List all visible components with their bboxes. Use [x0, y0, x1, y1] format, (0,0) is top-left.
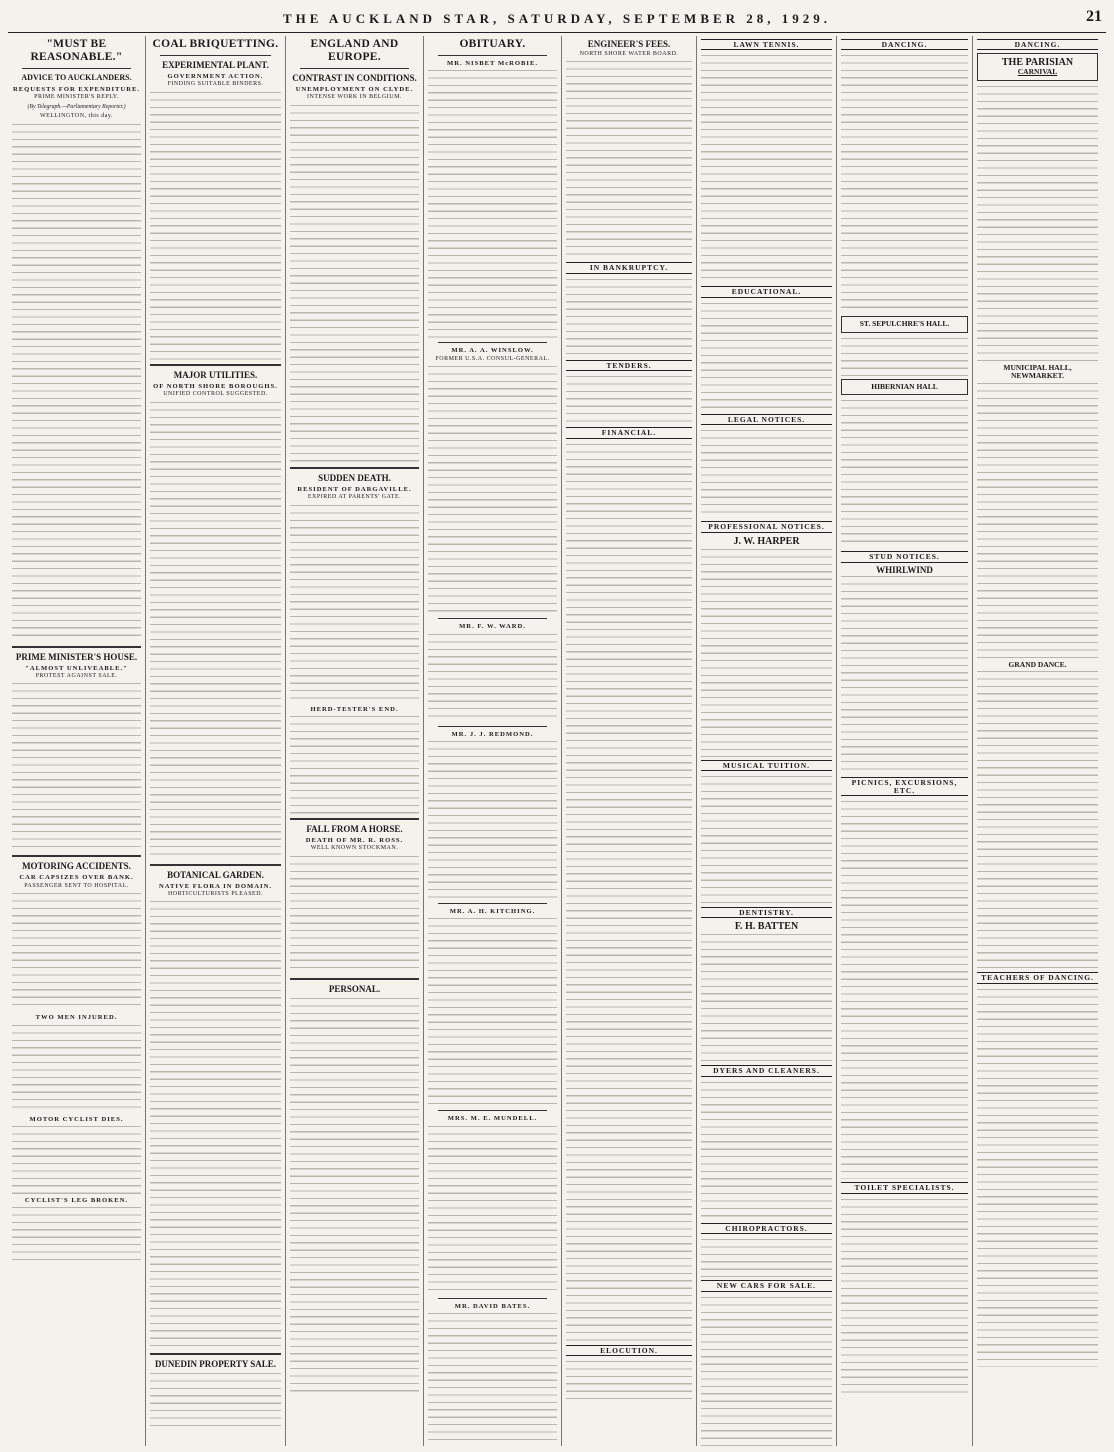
classified-ads	[566, 1359, 692, 1399]
article-body	[290, 103, 419, 463]
subheadline: EXPIRED AT PARENTS' GATE.	[307, 494, 402, 501]
classified-ads	[977, 987, 1098, 1367]
classified-ads	[841, 398, 968, 548]
subheadline: RESIDENT OF DARGAVILLE.	[297, 485, 412, 493]
classified-ads	[701, 301, 832, 411]
byline: (By Telegraph.—Parliamentary Reporter.)	[27, 103, 126, 110]
article-body	[290, 714, 419, 814]
parisian-ad	[977, 53, 1098, 81]
subheadline: WELL KNOWN STOCKMAN.	[310, 845, 399, 852]
section-heading: FINANCIAL.	[566, 427, 692, 438]
section-heading: LEGAL NOTICES.	[701, 414, 832, 425]
headline: FALL FROM A HORSE.	[306, 824, 403, 835]
headline: MOTORING ACCIDENTS.	[22, 861, 131, 872]
ad-title: GRAND DANCE.	[1008, 659, 1067, 669]
article-body	[428, 632, 557, 722]
subheadline: DEATH OF MR. R. ROSS.	[305, 837, 404, 845]
dance-ad	[841, 316, 968, 333]
article-body	[12, 681, 141, 851]
columns	[8, 36, 1106, 1446]
headline: BOTANICAL GARDEN.	[167, 869, 264, 880]
headline: PRIME MINISTER'S HOUSE.	[15, 651, 138, 662]
subheadline: FINDING SUITABLE BINDERS.	[167, 81, 264, 88]
ad-title: THE PARISIAN	[1001, 57, 1074, 69]
section-heading: STUD NOTICES.	[841, 551, 968, 562]
dateline: WELLINGTON, this day.	[40, 113, 113, 120]
article-body	[150, 400, 281, 860]
article-body	[12, 1124, 141, 1194]
classified-ads	[841, 574, 968, 774]
section-heading: ELOCUTION.	[566, 1345, 692, 1356]
subheadline: UNEMPLOYMENT ON CLYDE.	[295, 86, 414, 93]
column-3	[286, 36, 424, 1446]
column-1	[8, 36, 146, 1446]
subheadline: MR. J. J. REDMOND.	[451, 730, 534, 738]
column-7	[837, 36, 973, 1446]
headline: SUDDEN DEATH.	[318, 472, 391, 483]
article-body	[566, 59, 692, 259]
classified-ads	[977, 84, 1098, 364]
subheadline: CAR CAPSIZES OVER BANK.	[19, 874, 134, 882]
subheadline: NORTH SHORE WATER BOARD.	[579, 51, 679, 57]
headline: CONTRAST IN CONDITIONS.	[292, 73, 417, 83]
ad-title: WHIRLWIND	[876, 564, 933, 575]
headline: "MUST BE REASONABLE."	[30, 38, 123, 63]
masthead	[8, 6, 1106, 33]
ad-title: ST. SEPULCHRE'S HALL.	[859, 319, 950, 329]
subheadline: CYCLIST'S LEG BROKEN.	[24, 1197, 129, 1205]
article-body	[150, 899, 281, 1349]
subheadline: PROTEST AGAINST SALE.	[35, 673, 118, 680]
article-body	[12, 891, 141, 1011]
subheadline: HORTICULTURISTS PLEASED.	[167, 891, 264, 898]
classified-ads	[841, 799, 968, 1179]
article-body	[150, 1371, 281, 1431]
classified-ads	[701, 53, 832, 283]
subheadline: HERD-TESTER'S END.	[310, 705, 399, 713]
section-heading: TENDERS.	[566, 360, 692, 371]
subheadline: PASSENGER SENT TO HOSPITAL.	[24, 882, 129, 889]
headline: COAL BRIQUETTING.	[152, 38, 279, 50]
classified-ads	[841, 1197, 968, 1397]
ad-title: HIBERNIAN HALL	[871, 381, 938, 391]
classified-ads	[701, 1237, 832, 1277]
subheadline: MR. A. A. WINSLOW.	[451, 347, 534, 355]
subheadline: NATIVE FLORA IN DOMAIN.	[159, 882, 272, 890]
article-body	[428, 739, 557, 899]
ad-title: MUNICIPAL HALL, NEWMARKET.	[1003, 362, 1072, 381]
article-body	[12, 1205, 141, 1265]
classified-ads	[566, 374, 692, 424]
article-body	[290, 503, 419, 703]
section-heading: DANCING.	[977, 39, 1098, 50]
section-heading: DENTISTRY.	[701, 907, 832, 918]
section-heading: CHIROPRACTORS.	[701, 1223, 832, 1234]
masthead-title: THE AUCKLAND STAR, SATURDAY, SEPTEMBER 28, 1929.	[282, 11, 832, 26]
headline: ENGLAND AND EUROPE.	[310, 38, 399, 63]
headline: DUNEDIN PROPERTY SALE.	[154, 1359, 277, 1370]
dentist-ad: F. H. BATTEN	[734, 921, 799, 933]
article-body	[150, 90, 281, 360]
subheadline: REQUESTS FOR EXPENDITURE.	[12, 86, 141, 93]
classified-ads	[701, 428, 832, 518]
subheadline: MR. DAVID BATES.	[454, 1302, 531, 1310]
article-body	[290, 996, 419, 1396]
article-body	[12, 1023, 141, 1113]
section-heading: LAWN TENNIS.	[701, 39, 832, 50]
headline: ENGINEER'S FEES.	[587, 39, 671, 49]
section-heading: MUSICAL TUITION.	[701, 760, 832, 771]
classified-ads	[566, 277, 692, 357]
subheadline: UNIFIED CONTROL SUGGESTED.	[163, 391, 268, 398]
section-heading: IN BANKRUPTCY.	[566, 262, 692, 273]
subheadline: MR. A. H. KITCHING.	[449, 908, 536, 916]
subheadline: MOTOR CYCLIST DIES.	[29, 1115, 124, 1123]
article-body	[428, 916, 557, 1106]
classified-ads	[701, 774, 832, 904]
headline: ADVICE TO AUCKLANDERS.	[21, 73, 132, 82]
column-2	[146, 36, 286, 1446]
subheadline: MR. F. W. WARD.	[459, 623, 526, 631]
subheadline: OF NORTH SHORE BOROUGHS.	[153, 382, 278, 390]
classified-ads	[701, 932, 832, 1062]
subheadline: MRS. M. E. MUNDELL.	[447, 1115, 538, 1123]
ad-subtitle: CARNIVAL	[1017, 67, 1058, 77]
headline: EXPERIMENTAL PLANT.	[162, 60, 269, 70]
page-number: 21	[1086, 8, 1102, 25]
classified-ads	[701, 1295, 832, 1446]
subheadline: MR. NISBET McROBIE.	[446, 60, 539, 67]
subheadline: PRIME MINISTER'S REPLY.	[34, 94, 119, 101]
section-heading: EDUCATIONAL.	[701, 286, 832, 297]
article-body	[428, 68, 557, 338]
classified-ads	[841, 336, 968, 376]
professional-ad: J. W. HARPER	[733, 535, 800, 547]
section-heading: PICNICS, EXCURSIONS, ETC.	[841, 777, 968, 796]
dance-ad	[841, 379, 968, 396]
section-heading: DANCING.	[841, 39, 968, 50]
section-heading: DYERS AND CLEANERS.	[701, 1065, 832, 1076]
article-body	[428, 364, 557, 614]
classified-ads	[701, 547, 832, 757]
subheadline: "ALMOST UNLIVEABLE."	[25, 664, 128, 672]
article-body	[428, 1311, 557, 1446]
classified-ads	[701, 1080, 832, 1220]
column-6	[697, 36, 837, 1446]
section-heading: TEACHERS OF DANCING.	[977, 972, 1098, 983]
article-body	[428, 1124, 557, 1294]
section-heading: TOILET SPECIALISTS.	[841, 1182, 968, 1193]
classified-ads	[841, 53, 968, 313]
article-body	[290, 854, 419, 974]
section-heading: NEW CARS FOR SALE.	[701, 1280, 832, 1291]
column-4	[424, 36, 562, 1446]
classified-ads	[566, 442, 692, 1342]
subheadline: TWO MEN INJURED.	[35, 1014, 118, 1022]
headline: MAJOR UTILITIES.	[173, 369, 258, 380]
article-body	[12, 122, 141, 642]
subheadline: FORMER U.S.A. CONSUL-GENERAL.	[435, 355, 550, 362]
classified-ads	[977, 669, 1098, 969]
column-5	[562, 36, 697, 1446]
headline: OBITUARY.	[459, 38, 526, 50]
subheadline: GOVERNMENT ACTION.	[167, 73, 264, 80]
classified-ads	[977, 381, 1098, 661]
headline: PERSONAL.	[328, 983, 381, 994]
subheadline: INTENSE WORK IN BELGIUM.	[307, 94, 402, 101]
column-8	[973, 36, 1102, 1446]
section-heading: PROFESSIONAL NOTICES.	[701, 521, 832, 532]
